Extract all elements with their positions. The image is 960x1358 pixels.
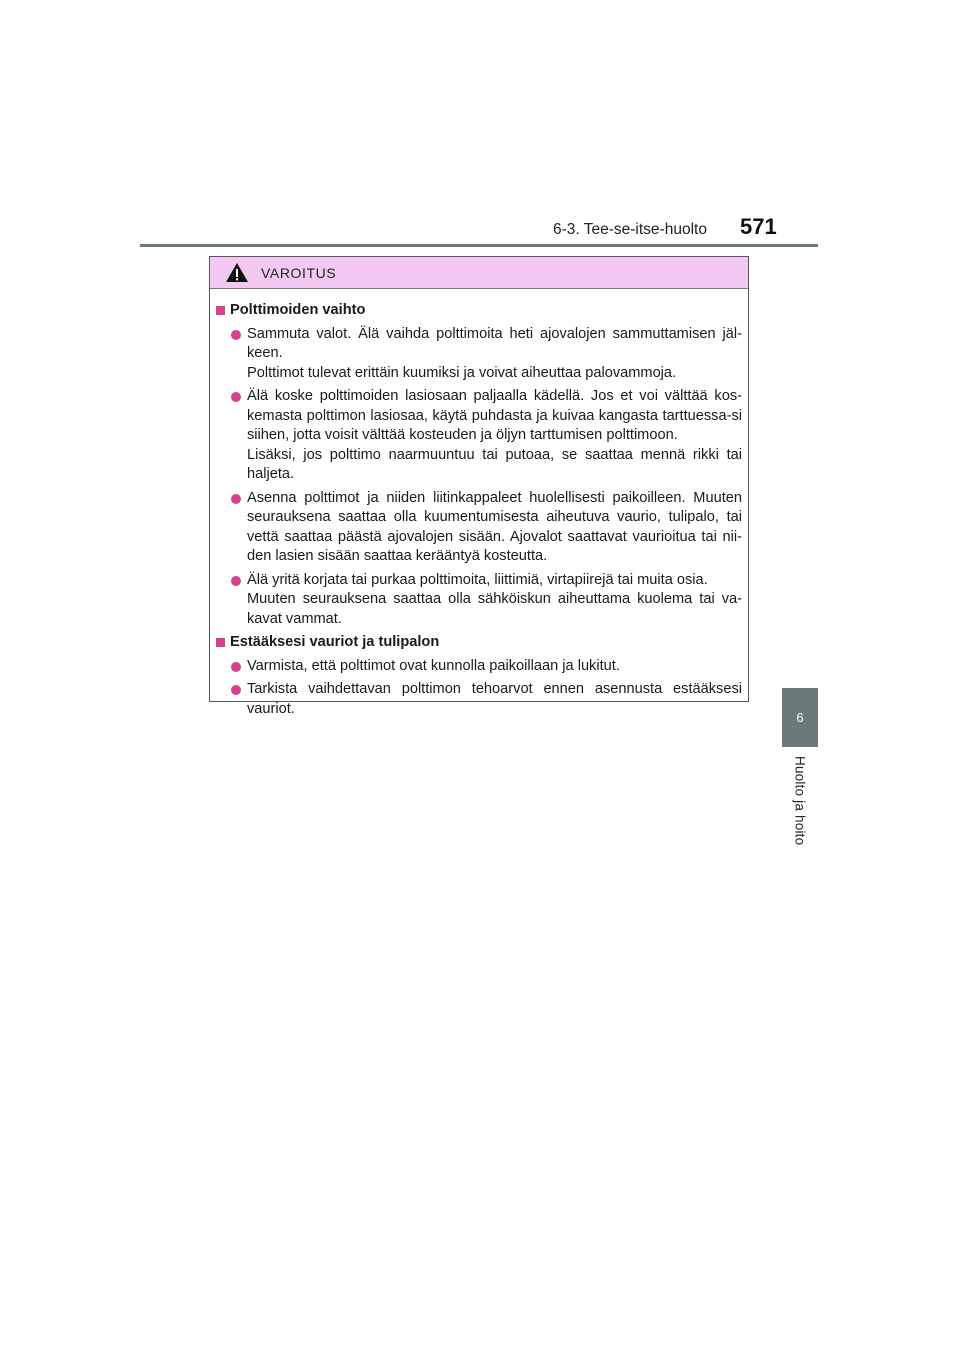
item-paragraph: Varmista, että polttimot ovat kunnolla paikoillaan ja lukitut. — [247, 657, 620, 674]
warning-title: VAROITUS — [261, 264, 337, 281]
item-text — [247, 680, 742, 719]
warning-body — [210, 289, 748, 719]
square-bullet-icon — [216, 306, 225, 315]
section-heading-text: Estääksesi vauriot ja tulipalon — [230, 634, 440, 650]
round-bullet-icon — [231, 662, 241, 672]
page-number: 571 — [740, 214, 777, 239]
warning-section-heading — [216, 301, 742, 321]
warning-section-heading — [216, 633, 742, 653]
warning-box — [209, 256, 749, 717]
chapter-label: Huolto ja hoito — [792, 756, 808, 846]
warning-list-item — [216, 657, 742, 677]
item-paragraph: Tarkista vaihdettavan polttimon tehoarvot ennen asennusta estääksesi vauriot. — [247, 681, 742, 717]
header-rule — [140, 244, 818, 247]
item-text — [247, 489, 742, 567]
chapter-number: 6 — [796, 710, 804, 725]
warning-list-item — [216, 680, 742, 719]
warning-triangle-icon — [225, 262, 249, 283]
item-text — [247, 571, 742, 630]
round-bullet-icon — [231, 392, 241, 402]
warning-list-item — [216, 387, 742, 485]
square-bullet-icon — [216, 638, 225, 647]
warning-header — [210, 257, 748, 289]
round-bullet-icon — [231, 685, 241, 695]
item-paragraph: Sammuta valot. Älä vaihda polttimoita heti ajovalojen sammuttamisen jäl-keen. — [247, 325, 742, 361]
item-text — [247, 325, 742, 384]
round-bullet-icon — [231, 494, 241, 504]
item-text — [247, 387, 742, 485]
item-text — [247, 657, 742, 677]
round-bullet-icon — [231, 576, 241, 586]
chapter-tab — [782, 688, 818, 747]
item-paragraph: Muuten seurauksena saattaa olla sähköiskun aiheuttama kuolema tai va-kavat vammat. — [247, 591, 742, 627]
item-paragraph: Lisäksi, jos polttimo naarmuuntuu tai putoaa, se saattaa mennä rikki tai haljeta. — [247, 446, 742, 482]
section-heading-text: Polttimoiden vaihto — [230, 302, 366, 318]
item-paragraph: Polttimot tulevat erittäin kuumiksi ja voivat aiheuttaa palovammoja. — [247, 364, 677, 381]
chapter-side-label — [782, 756, 818, 886]
item-paragraph: Älä koske polttimoiden lasiosaan paljaalla kädellä. Jos et voi välttää kos-kemasta polttimon lasiosaa, käytä puhdasta ja kuivaa kangasta tarttuessa-si siihen, jotta voisit välttää kosteuden ja öljyn tarttumisen polttimoon. — [247, 388, 742, 443]
warning-list-item — [216, 325, 742, 384]
round-bullet-icon — [231, 330, 241, 340]
header-section-title: 6-3. Tee-se-itse-huolto — [553, 221, 707, 238]
warning-list-item — [216, 489, 742, 567]
warning-list-item — [216, 571, 742, 630]
item-paragraph: Älä yritä korjata tai purkaa polttimoita, liittimiä, virtapiirejä tai muita osia. — [247, 571, 708, 588]
item-paragraph: Asenna polttimot ja niiden liitinkappaleet huolellisesti paikoilleen. Muuten seurauksena saattaa olla kuumentumisesta aiheutuva vaurio, tulipalo, tai vettä saattaa päästä ajovalojen sisään. Ajovalot saattavat vaurioitua tai nii-den lasien sisään saattaa kerääntyä kosteutta. — [247, 489, 742, 564]
